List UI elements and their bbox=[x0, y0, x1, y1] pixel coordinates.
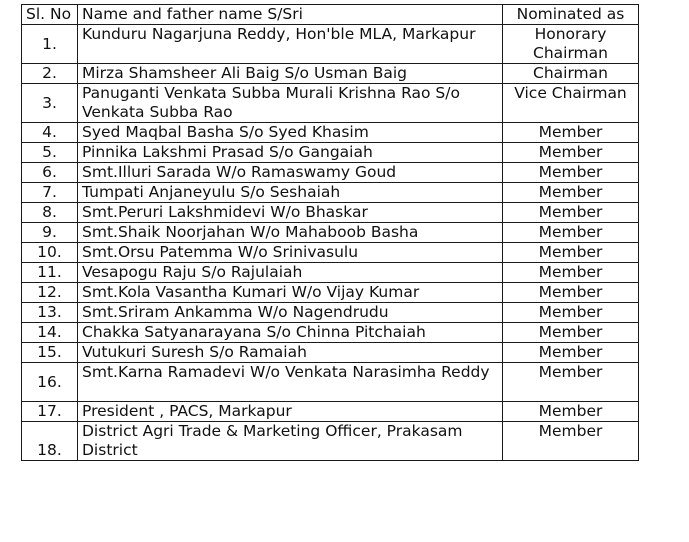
row-sl-no: 15. bbox=[22, 343, 78, 363]
table-row bbox=[22, 422, 639, 461]
table-row bbox=[22, 363, 639, 402]
header-sl-no: Sl. No bbox=[22, 5, 78, 25]
header-row bbox=[22, 5, 639, 25]
row-nominated-as: Member bbox=[503, 402, 639, 422]
table-row bbox=[22, 123, 639, 143]
row-name: President , PACS, Markapur bbox=[78, 402, 503, 422]
table-row bbox=[22, 25, 639, 64]
row-nominated-as: Member bbox=[503, 223, 639, 243]
row-sl-no: 12. bbox=[22, 283, 78, 303]
row-name: Mirza Shamsheer Ali Baig S/o Usman Baig bbox=[78, 64, 503, 84]
row-nominated-as: Member bbox=[503, 263, 639, 283]
row-nominated-as: Member bbox=[503, 183, 639, 203]
row-sl-no: 7. bbox=[22, 183, 78, 203]
row-nominated-as: Member bbox=[503, 343, 639, 363]
row-sl-no: 17. bbox=[22, 402, 78, 422]
row-nominated-as: Member bbox=[503, 422, 639, 461]
row-sl-no: 16. bbox=[22, 363, 78, 402]
row-nominated-as: Member bbox=[503, 243, 639, 263]
row-name: Smt.Kola Vasantha Kumari W/o Vijay Kumar bbox=[78, 283, 503, 303]
row-sl-no: 1. bbox=[22, 25, 78, 64]
row-nominated-as: Member bbox=[503, 123, 639, 143]
row-nominated-as: Member bbox=[503, 303, 639, 323]
table-row bbox=[22, 303, 639, 323]
row-sl-no: 8. bbox=[22, 203, 78, 223]
row-nominated-as: Member bbox=[503, 143, 639, 163]
table-row bbox=[22, 163, 639, 183]
row-name: Pinnika Lakshmi Prasad S/o Gangaiah bbox=[78, 143, 503, 163]
row-nominated-as: Member bbox=[503, 363, 639, 402]
row-nominated-as: Chairman bbox=[503, 64, 639, 84]
row-name: Smt.Sriram Ankamma W/o Nagendrudu bbox=[78, 303, 503, 323]
row-name: District Agri Trade & Marketing Officer, Prakasam District bbox=[78, 422, 503, 461]
row-name: Tumpati Anjaneyulu S/o Seshaiah bbox=[78, 183, 503, 203]
row-name: Smt.Peruri Lakshmidevi W/o Bhaskar bbox=[78, 203, 503, 223]
committee-table bbox=[21, 4, 639, 461]
table-row bbox=[22, 283, 639, 303]
header-name: Name and father name S/Sri bbox=[78, 5, 503, 25]
row-nominated-as: Vice Chairman bbox=[503, 84, 639, 123]
row-name: Kunduru Nagarjuna Reddy, Hon'ble MLA, Markapur bbox=[78, 25, 503, 64]
row-name: Vesapogu Raju S/o Rajulaiah bbox=[78, 263, 503, 283]
table-row bbox=[22, 402, 639, 422]
row-nominated-as: Member bbox=[503, 203, 639, 223]
row-sl-no: 9. bbox=[22, 223, 78, 243]
row-sl-no: 6. bbox=[22, 163, 78, 183]
header-nominated-as: Nominated as bbox=[503, 5, 639, 25]
row-sl-no: 3. bbox=[22, 84, 78, 123]
row-sl-no: 13. bbox=[22, 303, 78, 323]
table-row bbox=[22, 323, 639, 343]
row-sl-no: 18. bbox=[22, 422, 78, 461]
row-nominated-as: Honorary Chairman bbox=[503, 25, 639, 64]
row-sl-no: 4. bbox=[22, 123, 78, 143]
table-row bbox=[22, 64, 639, 84]
table-row bbox=[22, 223, 639, 243]
row-nominated-as: Member bbox=[503, 283, 639, 303]
row-name: Smt.Shaik Noorjahan W/o Mahaboob Basha bbox=[78, 223, 503, 243]
table-row bbox=[22, 243, 639, 263]
row-name: Syed Maqbal Basha S/o Syed Khasim bbox=[78, 123, 503, 143]
row-nominated-as: Member bbox=[503, 163, 639, 183]
row-name: Chakka Satyanarayana S/o Chinna Pitchaiah bbox=[78, 323, 503, 343]
row-sl-no: 5. bbox=[22, 143, 78, 163]
row-nominated-as: Member bbox=[503, 323, 639, 343]
row-name: Panuganti Venkata Subba Murali Krishna Rao S/o Venkata Subba Rao bbox=[78, 84, 503, 123]
row-sl-no: 2. bbox=[22, 64, 78, 84]
row-name: Smt.Karna Ramadevi W/o Venkata Narasimha Reddy bbox=[78, 363, 503, 402]
table-row bbox=[22, 143, 639, 163]
row-name: Smt.Orsu Patemma W/o Srinivasulu bbox=[78, 243, 503, 263]
row-sl-no: 11. bbox=[22, 263, 78, 283]
table-row bbox=[22, 183, 639, 203]
table-row bbox=[22, 343, 639, 363]
table-row bbox=[22, 203, 639, 223]
row-sl-no: 10. bbox=[22, 243, 78, 263]
row-sl-no: 14. bbox=[22, 323, 78, 343]
table-row bbox=[22, 263, 639, 283]
row-name: Smt.Illuri Sarada W/o Ramaswamy Goud bbox=[78, 163, 503, 183]
row-name: Vutukuri Suresh S/o Ramaiah bbox=[78, 343, 503, 363]
table-row bbox=[22, 84, 639, 123]
